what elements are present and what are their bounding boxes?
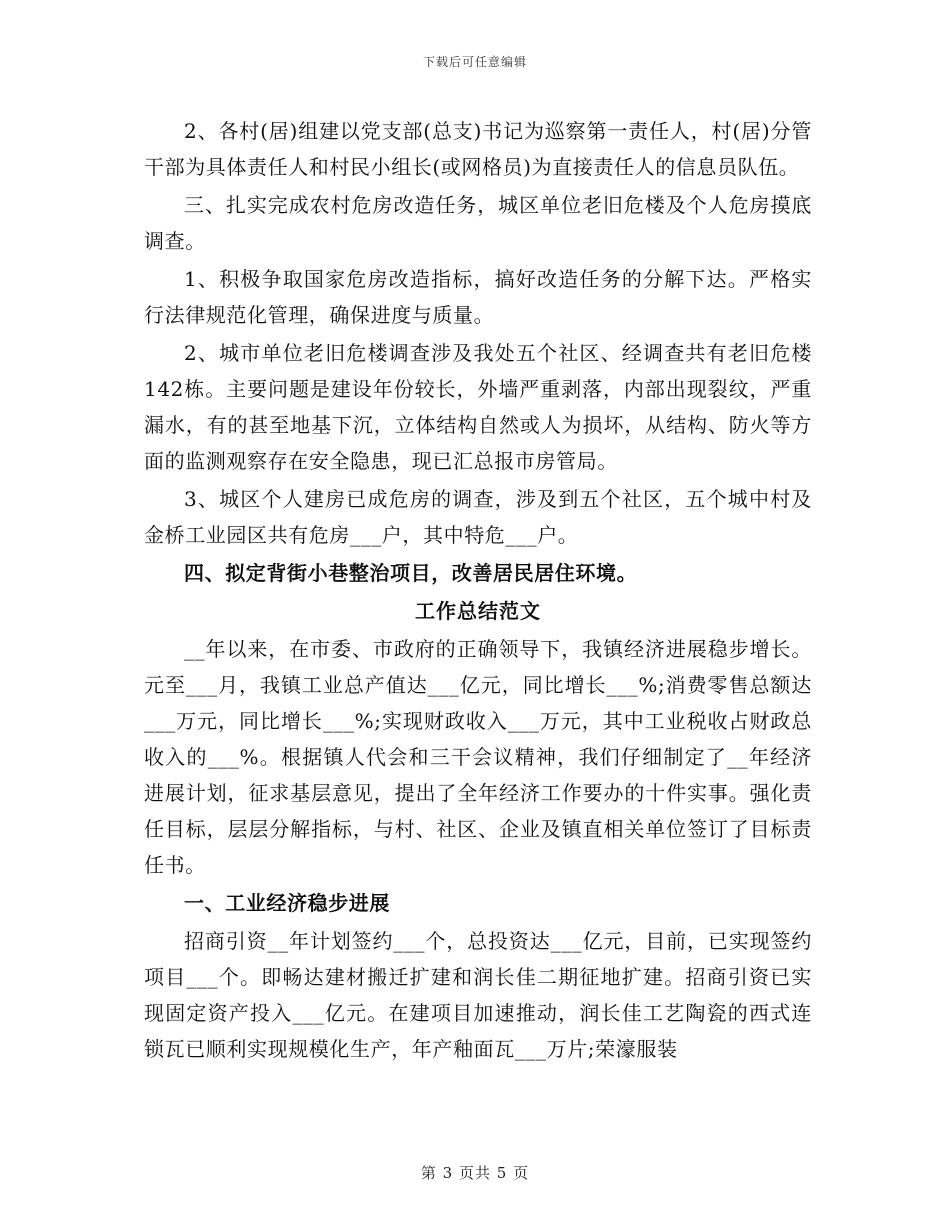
- document-title: 工作总结范文: [415, 599, 541, 623]
- section-heading-industry: 一、工业经济稳步进展: [184, 891, 390, 915]
- paragraph-village-team: 2、各村(居)组建以党支部(总支)书记为巡察第一责任人，村(居)分管干部为具体责任人和村民小组长(或网格员)为直接责任人的信息员队伍。: [144, 119, 812, 179]
- paragraph-old-buildings: 2、城市单位老旧危楼调查涉及我处五个社区、经调查共有老旧危楼142栋。主要问题是建设年份较长，外墙严重剥落，内部出现裂纹，严重漏水，有的甚至地基下沉，立体结构自然或人为损坏，从结构、防火等方面的监测观察存在安全隐患，现已汇总报市房管局。: [144, 341, 812, 473]
- paragraph-private-housing: 3、城区个人建房已成危房的调查，涉及到五个社区，五个城中村及金桥工业园区共有危房___户，其中特危___户。: [144, 487, 812, 547]
- paragraph-investment: 招商引资__年计划签约___个，总投资达___亿元，目前，已实现签约项目___个。即畅达建材搬迁扩建和润长佳二期征地扩建。招商引资已实现固定资产投入___亿元。在建项目加速推动，润长佳工艺陶瓷的西式连锁瓦已顺利实现规模化生产，年产釉面瓦___万片;荣濠服装: [144, 929, 812, 1061]
- header-note: 下载后可任意编辑: [422, 55, 527, 69]
- section-heading-four: 四、拟定背街小巷整治项目，改善居民居住环境。: [184, 561, 638, 585]
- document-body: [144, 113, 812, 1069]
- paragraph-section-three: 三、扎实完成农村危房改造任务，城区单位老旧危楼及个人危房摸底调查。: [144, 193, 812, 253]
- paragraph-renovation-quota: 1、积极争取国家危房改造指标，搞好改造任务的分解下达。严格实行法律规范化管理，确保进度与质量。: [144, 267, 812, 327]
- page-number: 第 3 页共 5 页: [420, 1164, 530, 1182]
- paragraph-economic-summary: __年以来，在市委、市政府的正确领导下，我镇经济进展稳步增长。元至___月，我镇工业总产值达___亿元，同比增长___%;消费零售总额达___万元，同比增长___%;实现财政收入___万元，其中工业税收占财政总收入的___%。根据镇人代会和三干会议精神，我们仔细制定了__年经济进展计划，征求基层意见，提出了全年经济工作要办的十件实事。强化责任目标，层层分解指标，与村、社区、企业及镇直相关单位签订了目标责任书。: [144, 637, 812, 877]
